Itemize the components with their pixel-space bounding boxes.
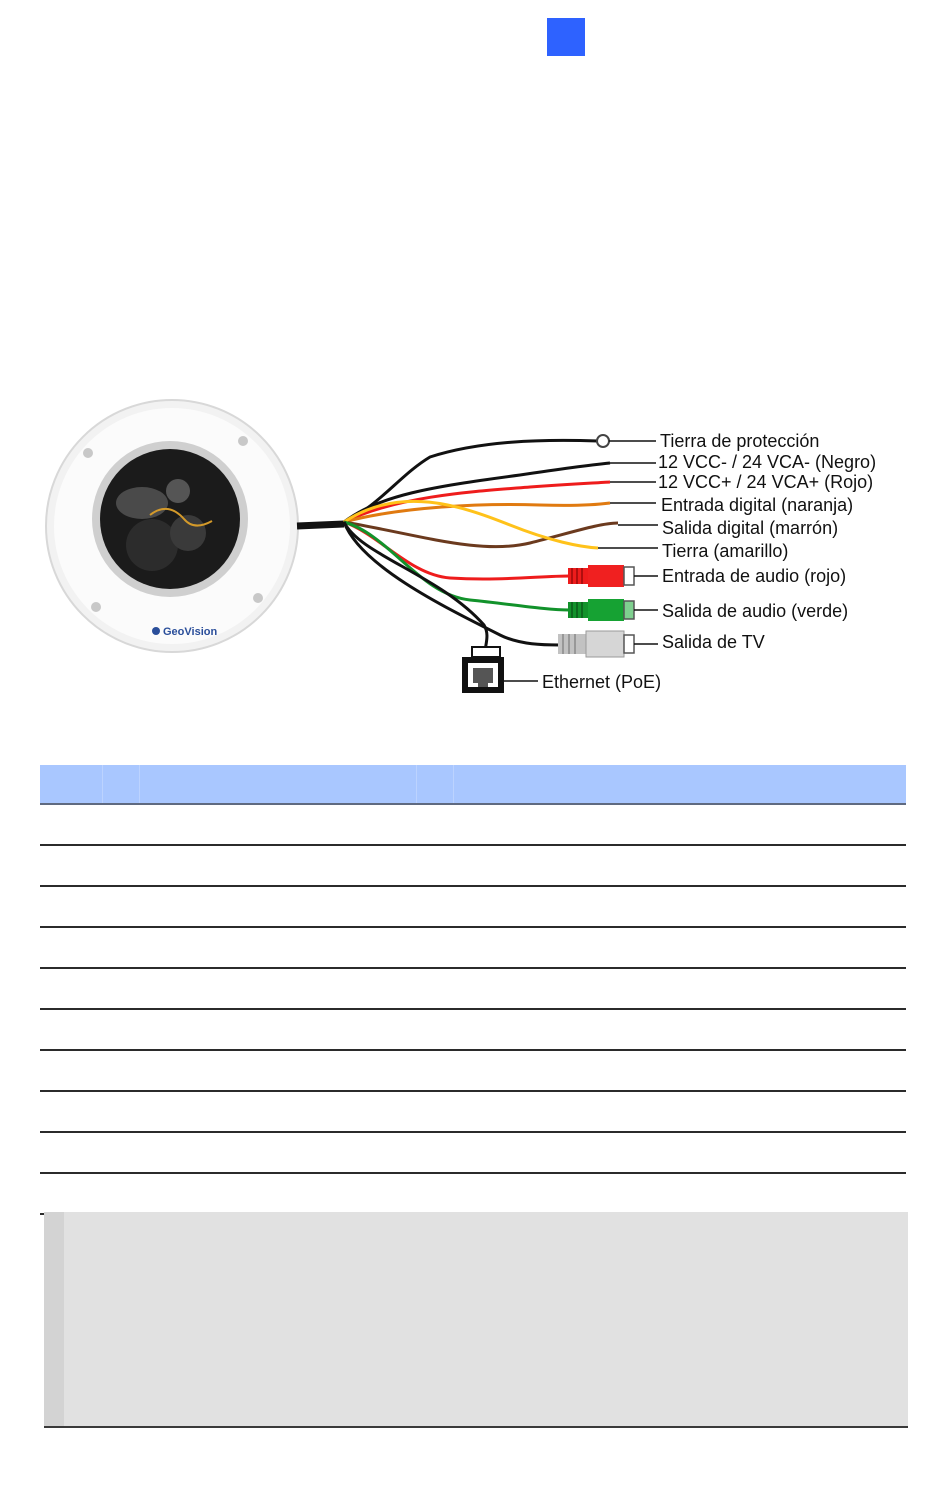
table-row: [40, 887, 906, 928]
table-row: [40, 1010, 906, 1051]
note-sidebar-strip: [44, 1212, 64, 1426]
label-audio-in: Entrada de audio (rojo): [662, 566, 847, 586]
audio-out-connector-icon: [568, 599, 634, 621]
note-box: [44, 1212, 908, 1428]
wire-bundle: [344, 440, 618, 653]
label-ground-yellow: Tierra (amarillo): [662, 541, 789, 561]
table-header-cell: [40, 765, 103, 803]
audio-in-connector-icon: [568, 565, 634, 587]
table-row: [40, 1051, 906, 1092]
brand-logo: GeoVision: [163, 626, 218, 638]
label-audio-out: Salida de audio (verde): [662, 601, 849, 621]
wiring-diagram: [0, 395, 950, 715]
table-header-cell: [417, 765, 454, 803]
label-digital-in: Entrada digital (naranja): [661, 495, 854, 515]
table-header: [40, 765, 906, 805]
table-row: [40, 1092, 906, 1133]
table-header-cell: [454, 765, 906, 803]
dome-camera-image: [46, 400, 298, 652]
table-header-cell: [103, 765, 140, 803]
main-cable: [297, 524, 344, 526]
label-dc-plus: 12 VCC+ / 24 VCA+ (Rojo): [658, 472, 874, 492]
table-row: [40, 928, 906, 969]
table-row: [40, 846, 906, 887]
page-badge: [547, 18, 585, 56]
wire-brown: [344, 522, 618, 547]
pin-definition-table: [40, 765, 906, 1215]
table-row: [40, 1174, 906, 1215]
table-row: [40, 805, 906, 846]
label-digital-out: Salida digital (marrón): [662, 518, 839, 538]
label-dc-minus: 12 VCC- / 24 VCA- (Negro): [658, 452, 877, 472]
label-ground: Tierra de protección: [660, 431, 820, 451]
table-header-cell: [140, 765, 417, 803]
wire-ethernet: [344, 522, 487, 653]
wire-red-audio: [344, 522, 570, 579]
label-ethernet: Ethernet (PoE): [542, 672, 662, 692]
table-row: [40, 1133, 906, 1174]
label-tv-out: Salida de TV: [662, 632, 765, 652]
table-row: [40, 969, 906, 1010]
tv-out-connector-icon: [558, 631, 634, 657]
ground-terminal-icon: [597, 435, 609, 447]
ethernet-jack-icon: [462, 647, 504, 693]
